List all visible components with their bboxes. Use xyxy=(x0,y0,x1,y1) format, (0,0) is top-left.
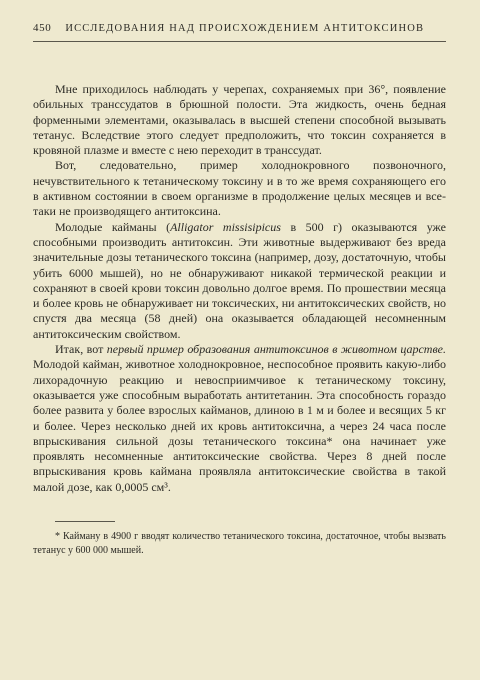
paragraph-4 xyxy=(33,342,446,495)
paragraph-4-rest: Молодой кайман, животное холоднокровное, неспособное проявить какую-либо лихорадочную реакцию и невосприимчивое к тетаническому токсину, оказывается уже способным выработать антитетанин. Эта способность гораздо более развита у более взрослых кайманов, длиною в 1 м и более и весящих 5 кг и более. Через несколько дней их кровь антитоксична, а через 24 часа после впрыскивания сильной дозы тетанического токсина* она начинает уже проявлять несомненные антитоксические свойства. Через 8 дней после впрыскивания кровь каймана проявляла антитоксические свойства в такой малой дозе, как 0,0005 см³. xyxy=(33,357,446,494)
paragraph-3-rest: в 500 г) оказываются уже способными производить антитоксин. Эти животные выдерживают без вреда значительные дозы тетанического токсина (например, дозу, достаточную, чтобы убить 6000 мышей), но не обнаруживают никакой термической реакции и сохраняют в своей крови токсин довольно долгое время. По прошествии месяца и более кровь не обнаруживает ни токсических, ни антитоксических свойств, но спустя два месяца (58 дней) она оказывается обладающей несомненным антитоксическим свойством. xyxy=(33,219,446,341)
paragraph-4-start: Итак, вот xyxy=(55,342,107,357)
emphasis-phrase: первый пример образования антитоксинов в животном царстве. xyxy=(106,342,446,357)
body-text xyxy=(33,82,446,495)
footnote-separator xyxy=(55,521,115,522)
species-name: Alligator missisipicus xyxy=(170,219,281,234)
running-head xyxy=(33,22,446,42)
paragraph-2: Вот, следовательно, пример холоднокровного позвоночного, нечувствительного к тетаническому токсину и в то же время сохраняющего его в активном состоянии в своем организме в продолжение целых месяцев и все-таки не производящего антитоксина. xyxy=(33,158,446,219)
running-title: ИССЛЕДОВАНИЯ НАД ПРОИСХОЖДЕНИЕМ АНТИТОКСИНОВ xyxy=(65,23,425,34)
paragraph-3-start: Молодые кайманы ( xyxy=(55,219,171,234)
footnote: * Кайману в 4900 г вводят количество тетанического токсина, достаточное, чтобы вызвать тетанус у 600 000 мышей. xyxy=(33,531,446,557)
paragraph-1: Мне приходилось наблюдать у черепах, сохраняемых при 36°, появление обильных транссудатов в брюшной полости. Эта жидкость, очень бедная форменными элементами, оказывалась в высшей степени способной вызывать тетанус. Вследствие этого следует предположить, что токсин сохраняется в кровяной плазме и вместе с нею переходит в транссудат. xyxy=(33,82,446,158)
page-number: 450 xyxy=(33,22,52,34)
paragraph-3 xyxy=(33,220,446,342)
